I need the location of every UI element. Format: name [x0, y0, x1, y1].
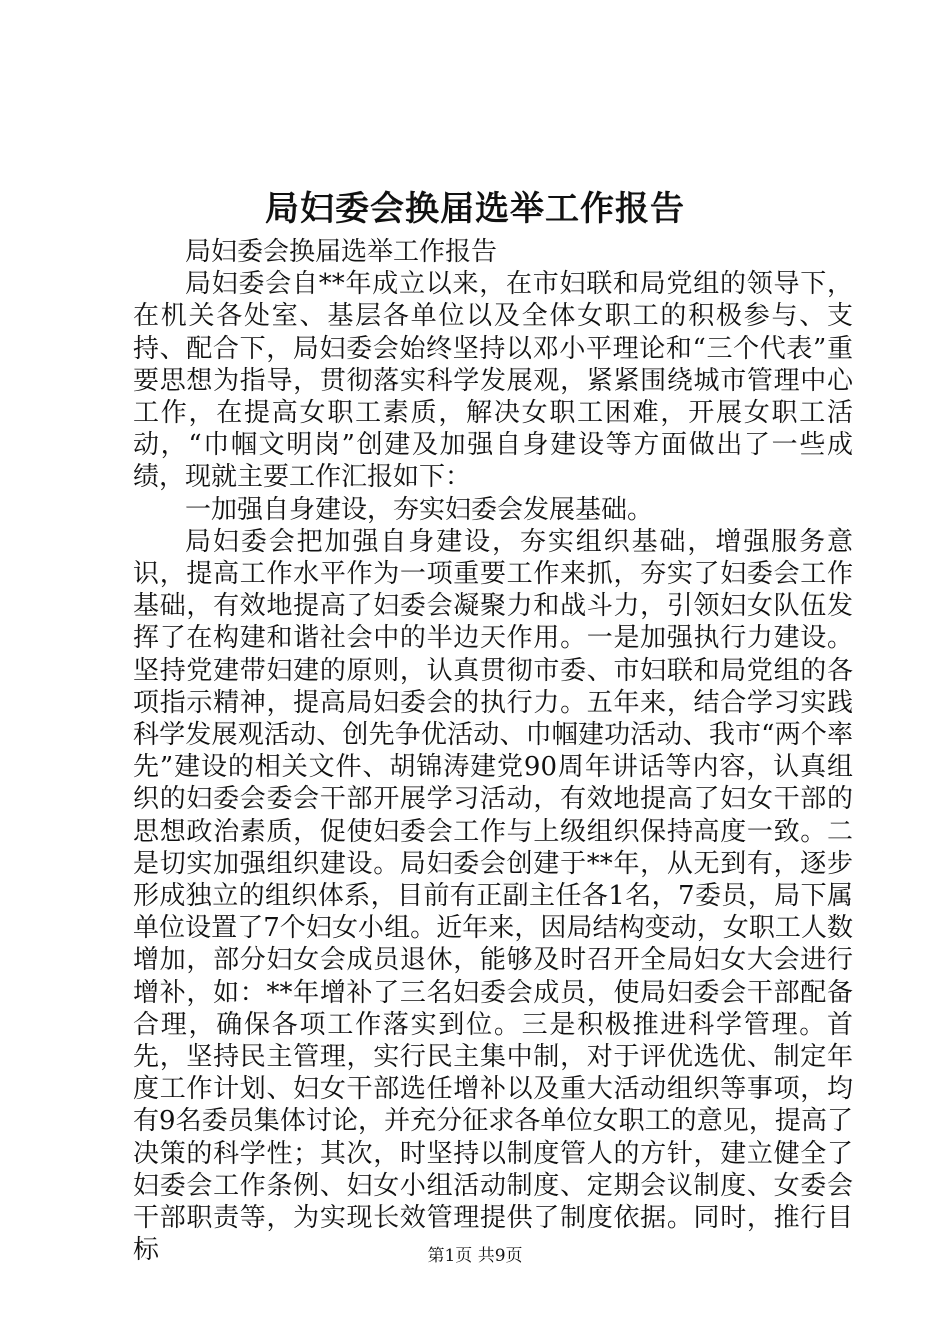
section-heading: 一加强自身建设，夯实妇委会发展基础。 [185, 494, 654, 525]
body-paragraph: 局妇委会把加强自身建设，夯实组织基础，增强服务意识，提高工作水平作为一项重要工作来抓，夯实了妇委会工作基础，有效地提高了妇委会凝聚力和战斗力，引领妇女队伍发挥了在构建和谐社会中的半边天作用。一是加强执行力建设。坚持党建带妇建的原则，认真贯彻市委、市妇联和局党组的各项指示精神，提高局妇委会的执行力。五年来，结合学习实践科学发展观活动、创先争优活动、巾帼建功活动、我市“两个率先”建设的相关文件、胡锦涛建党90周年讲话等内容，认真组织的妇委会委会干部开展学习活动，有效地提高了妇女干部的思想政治素质，促使妇委会工作与上级组织保持高度一致。二是切实加强组织建设。局妇委会创建于**年，从无到有，逐步形成独立的组织体系，目前有正副主任各1名，7委员，局下属单位设置了7个妇女小组。近年来，因局结构变动，女职工人数增加，部分妇女会成员退休，能够及时召开全局妇女大会进行增补，如：**年增补了三名妇委会成员，使局妇委会干部配备合理，确保各项工作落实到位。三是积极推进科学管理。首先，坚持民主管理，实行民主集中制，对于评优选优、制定年度工作计划、妇女干部选任增补以及重大活动组织等事项，均有9名委员集体讨论，并充分征求各单位女职工的意见，提高了决策的科学性；其次，时坚持以制度管人的方针，建立健全了妇委会工作条例、妇女小组活动制度、定期会议制度、女委会干部职责等，为实现长效管理提供了制度依据。同时，推行目标 [133, 526, 853, 1266]
page-number-footer: 第1页 共9页 [427, 1246, 523, 1266]
document-body [133, 236, 853, 1267]
intro-paragraph: 局妇委会自**年成立以来，在市妇联和局党组的领导下，在机关各处室、基层各单位以及全体女职工的积极参与、支持、配合下，局妇委会始终坚持以邓小平理论和“三个代表”重要思想为指导，贯彻落实科学发展观，紧紧围绕城市管理中心工作，在提高女职工素质，解决女职工困难，开展女职工活动，“巾帼文明岗”创建及加强自身建设等方面做出了一些成绩，现就主要工作汇报如下： [133, 269, 853, 493]
document-title: 局妇委会换届选举工作报告 [265, 189, 685, 229]
subtitle-paragraph: 局妇委会换届选举工作报告 [185, 237, 498, 267]
